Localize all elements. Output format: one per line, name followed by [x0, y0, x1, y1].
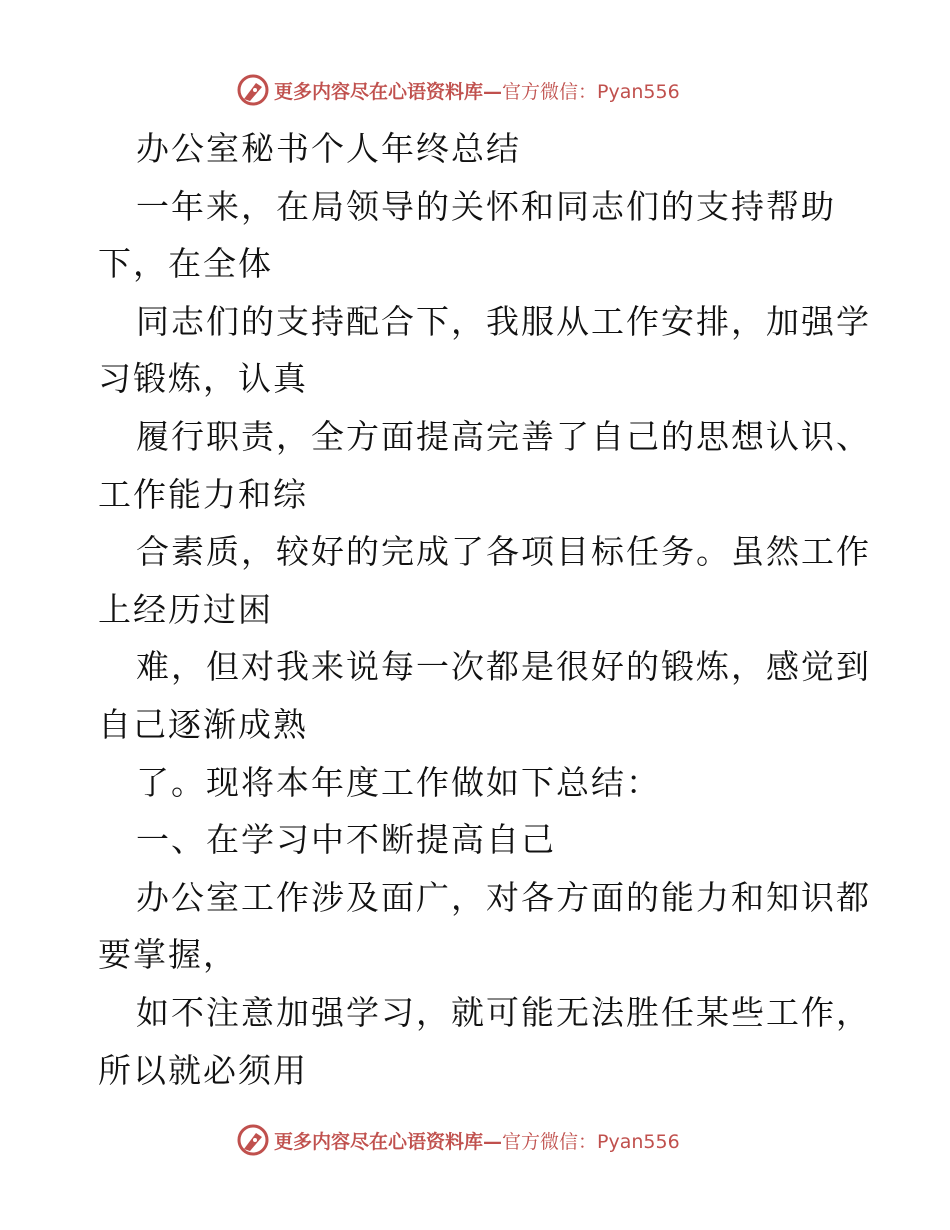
paragraph-line: 合素质，较好的完成了各项目标任务。虽然工作	[136, 532, 871, 572]
pen-nib-logo-icon	[236, 1123, 270, 1157]
paragraph-line: 了。现将本年度工作做如下总结：	[136, 762, 661, 802]
paragraph-line: 所以就必须用	[98, 1050, 308, 1090]
paragraph-line: 履行职责，全方面提高完善了自己的思想认识、	[136, 416, 871, 456]
paragraph-line: 要掌握，	[98, 935, 238, 975]
paragraph-line: 难，但对我来说每一次都是很好的锻炼，感觉到	[136, 647, 871, 687]
document-title: 办公室秘书个人年终总结	[136, 129, 521, 168]
paragraph-line: 如不注意加强学习，就可能无法胜任某些工作，	[136, 992, 871, 1032]
footer-banner	[236, 1120, 716, 1160]
document-body	[98, 120, 871, 1099]
paragraph-line: 下，在全体	[98, 244, 273, 284]
header-banner	[236, 70, 716, 110]
wechat-label: 官方微信：Pyan556	[502, 80, 680, 103]
paragraph-line: 同志们的支持配合下，我服从工作安排，加强学	[136, 301, 871, 341]
section-heading: 一、在学习中不断提高自己	[136, 820, 556, 860]
paragraph-line: 上经历过困	[98, 589, 273, 629]
banner-text: 更多内容尽在心语资料库—官方微信：Pyan556	[274, 80, 680, 103]
paragraph-line: 工作能力和综	[98, 474, 308, 514]
paragraph-line: 习锻炼，认真	[98, 359, 308, 399]
banner-text: 更多内容尽在心语资料库—官方微信：Pyan556	[274, 1130, 680, 1153]
paragraph-line: 一年来，在局领导的关怀和同志们的支持帮助	[136, 186, 836, 226]
wechat-label: 官方微信：Pyan556	[502, 1130, 680, 1153]
pen-nib-logo-icon	[236, 73, 270, 107]
paragraph-line: 自己逐渐成熟	[98, 704, 308, 744]
paragraph-line: 办公室工作涉及面广，对各方面的能力和知识都	[136, 877, 871, 917]
